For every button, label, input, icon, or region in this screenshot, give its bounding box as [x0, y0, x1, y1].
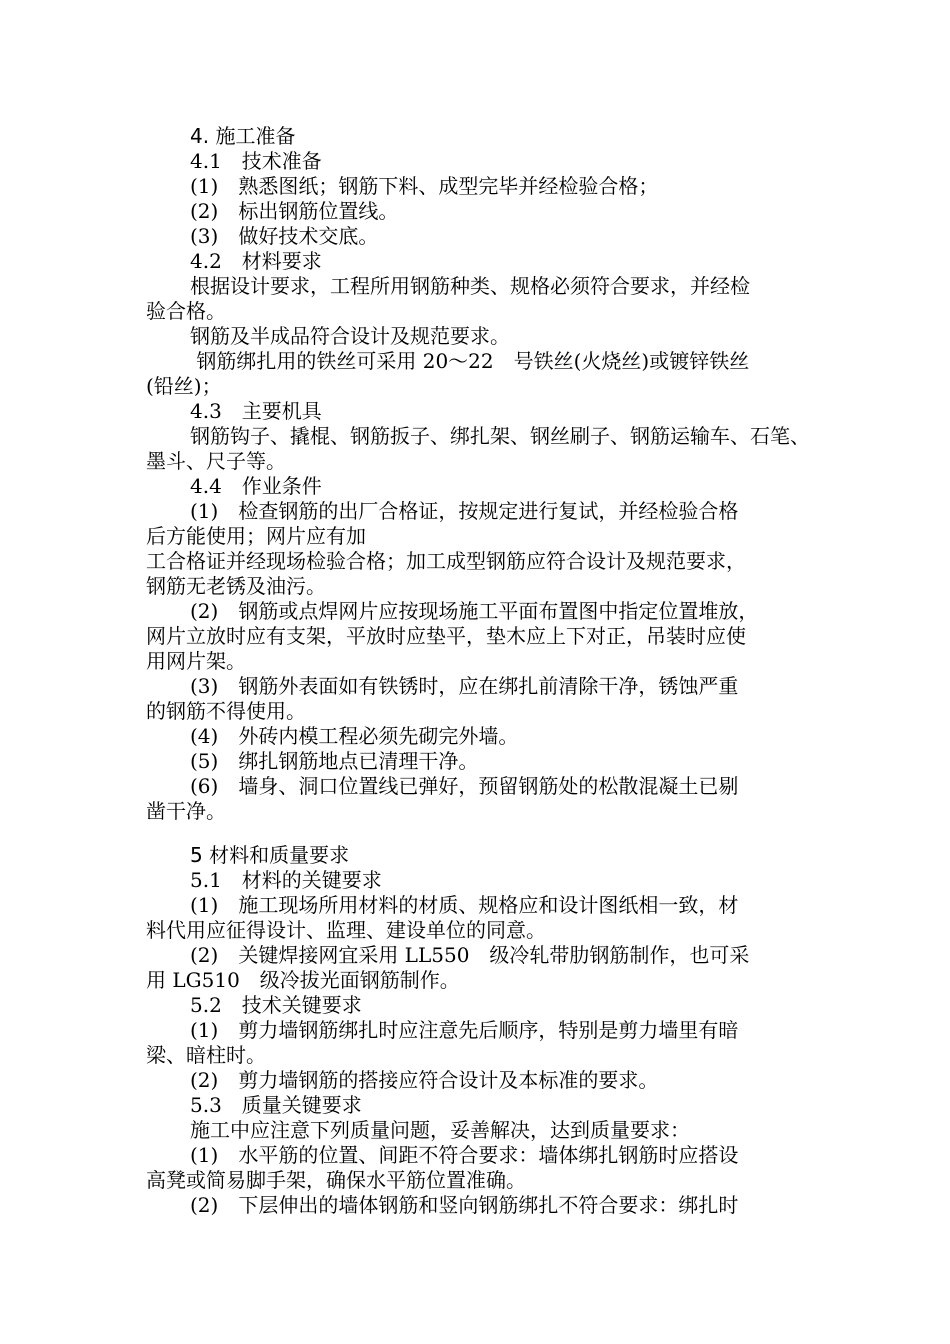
paragraph-line: 用 LG510 级冷拔光面钢筋制作。	[146, 968, 460, 992]
paragraph-line: (1) 熟悉图纸；钢筋下料、成型完毕并经检验合格；	[190, 174, 659, 198]
subheading-4-2: 4.2 材料要求	[190, 249, 322, 273]
section-heading-4: 4. 施工准备	[190, 124, 296, 148]
subheading-5-2: 5.2 技术关键要求	[190, 993, 362, 1017]
paragraph-line: 根据设计要求，工程所用钢筋种类、规格必须符合要求，并经检	[190, 274, 750, 298]
paragraph-line: 钢筋钩子、撬棍、钢筋扳子、绑扎架、钢丝刷子、钢筋运输车、石笔、	[190, 424, 810, 448]
paragraph-line: 料代用应征得设计、监理、建设单位的同意。	[146, 918, 546, 942]
paragraph-line: 施工中应注意下列质量问题，妥善解决，达到质量要求：	[190, 1118, 690, 1142]
paragraph-line: (1) 剪力墙钢筋绑扎时应注意先后顺序，特别是剪力墙里有暗	[190, 1018, 739, 1042]
paragraph-line: 梁、暗柱时。	[146, 1043, 266, 1067]
paragraph-line: (2) 关键焊接网宜采用 LL550 级冷轧带肋钢筋制作，也可采	[190, 943, 750, 967]
paragraph-line: (铅丝)；	[146, 374, 222, 398]
paragraph-line: (1) 水平筋的位置、间距不符合要求：墙体绑扎钢筋时应搭设	[190, 1143, 739, 1167]
paragraph-line: (3) 做好技术交底。	[190, 224, 379, 248]
paragraph-line: (6) 墙身、洞口位置线已弹好，预留钢筋处的松散混凝土已剔	[190, 774, 739, 798]
paragraph-line: 钢筋无老锈及油污。	[146, 574, 326, 598]
subheading-4-4: 4.4 作业条件	[190, 474, 322, 498]
paragraph-line: 网片立放时应有支架，平放时应垫平，垫木应上下对正，吊装时应使	[146, 624, 746, 648]
paragraph-line: (1) 检查钢筋的出厂合格证，按规定进行复试，并经检验合格	[190, 499, 739, 523]
paragraph-line: 的钢筋不得使用。	[146, 699, 306, 723]
paragraph-line: (4) 外砖内模工程必须先砌完外墙。	[190, 724, 519, 748]
paragraph-line: (2) 标出钢筋位置线。	[190, 199, 399, 223]
paragraph-line: (1) 施工现场所用材料的材质、规格应和设计图纸相一致，材	[190, 893, 739, 917]
paragraph-line: 墨斗、尺子等。	[146, 449, 286, 473]
paragraph-line: 验合格。	[146, 299, 226, 323]
subheading-5-3: 5.3 质量关键要求	[190, 1093, 362, 1117]
paragraph-line: 后方能使用；网片应有加	[146, 524, 366, 548]
paragraph-line: 用网片架。	[146, 649, 246, 673]
paragraph-line: 钢筋及半成品符合设计及规范要求。	[190, 324, 510, 348]
paragraph-line: (2) 钢筋或点焊网片应按现场施工平面布置图中指定位置堆放，	[190, 599, 759, 623]
paragraph-line: 工合格证并经现场检验合格；加工成型钢筋应符合设计及规范要求，	[146, 549, 746, 573]
subheading-4-3: 4.3 主要机具	[190, 399, 322, 423]
paragraph-line: (2) 下层伸出的墙体钢筋和竖向钢筋绑扎不符合要求：绑扎时	[190, 1193, 739, 1217]
paragraph-line: 钢筋绑扎用的铁丝可采用 20～22 号铁丝(火烧丝)或镀锌铁丝	[190, 349, 750, 373]
section-heading-5: 5 材料和质量要求	[190, 843, 350, 867]
subheading-4-1: 4.1 技术准备	[190, 149, 322, 173]
paragraph-line: (5) 绑扎钢筋地点已清理干净。	[190, 749, 479, 773]
paragraph-line: 凿干净。	[146, 799, 226, 823]
subheading-5-1: 5.1 材料的关键要求	[190, 868, 382, 892]
paragraph-line: 高凳或简易脚手架，确保水平筋位置准确。	[146, 1168, 526, 1192]
paragraph-line: (2) 剪力墙钢筋的搭接应符合设计及本标准的要求。	[190, 1068, 659, 1092]
paragraph-line: (3) 钢筋外表面如有铁锈时，应在绑扎前清除干净，锈蚀严重	[190, 674, 739, 698]
